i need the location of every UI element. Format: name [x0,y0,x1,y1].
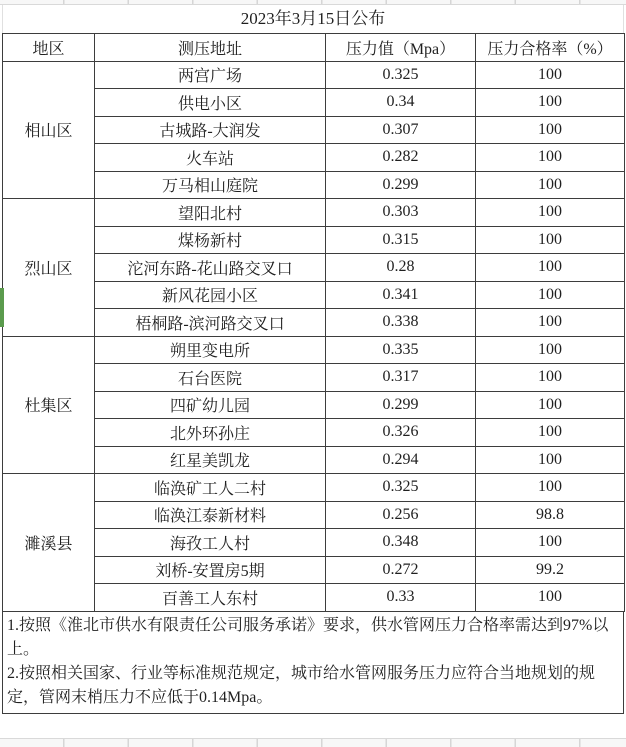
address-cell: 石台医院 [95,364,326,392]
address-cell: 朔里变电所 [95,336,326,364]
pressure-value-cell: 0.307 [326,116,476,144]
table-row [3,254,625,282]
table-row [3,446,625,474]
pass-rate-cell: 100 [476,116,625,144]
table-row [3,89,625,117]
address-cell: 两宫广场 [95,61,326,89]
address-cell: 临涣江泰新材料 [95,501,326,529]
pass-rate-cell: 100 [476,391,625,419]
pressure-value-cell: 0.325 [326,474,476,502]
pass-rate-cell: 100 [476,171,625,199]
pressure-value-cell: 0.335 [326,336,476,364]
pressure-table [2,33,625,612]
pass-rate-cell: 100 [476,529,625,557]
pressure-value-cell: 0.34 [326,89,476,117]
pressure-value-cell: 0.272 [326,556,476,584]
address-cell: 北外环孙庄 [95,419,326,447]
pass-rate-cell: 100 [476,89,625,117]
pass-rate-cell: 100 [476,474,625,502]
address-cell: 万马相山庭院 [95,171,326,199]
pass-rate-cell: 100 [476,336,625,364]
pressure-value-cell: 0.326 [326,419,476,447]
table-row [3,116,625,144]
address-cell: 四矿幼儿园 [95,391,326,419]
pass-rate-cell: 98.8 [476,501,625,529]
column-header-address: 测压地址 [95,34,326,62]
pressure-value-cell: 0.282 [326,144,476,172]
pass-rate-cell: 100 [476,254,625,282]
pressure-value-cell: 0.325 [326,61,476,89]
pass-rate-cell: 99.2 [476,556,625,584]
table-row [3,226,625,254]
pressure-value-cell: 0.256 [326,501,476,529]
table-row [3,529,625,557]
table-row [3,144,625,172]
table-row [3,584,625,612]
table-row [3,171,625,199]
pressure-value-cell: 0.299 [326,171,476,199]
pass-rate-cell: 100 [476,226,625,254]
pressure-value-cell: 0.315 [326,226,476,254]
announcement-sheet [2,5,624,714]
column-header-pressure: 压力值（Mpa） [326,34,476,62]
pass-rate-cell: 100 [476,61,625,89]
pass-rate-cell: 100 [476,199,625,227]
pressure-value-cell: 0.348 [326,529,476,557]
spreadsheet-bottom-gridlines [0,738,626,747]
header-row [3,34,625,62]
address-cell: 煤杨新村 [95,226,326,254]
table-row [3,281,625,309]
address-cell: 百善工人东村 [95,584,326,612]
pressure-value-cell: 0.28 [326,254,476,282]
table-row [3,336,625,364]
footnote-2: 2.按照相关国家、行业等标准规范规定，城市给水管网服务压力应符合当地规划的规定，管网末梢压力不应低于0.14Mpa。 [7,664,596,706]
pressure-value-cell: 0.338 [326,309,476,337]
table-row [3,474,625,502]
table-row [3,419,625,447]
pass-rate-cell: 100 [476,309,625,337]
footnote-1: 1.按照《淮北市供水有限责任公司服务承诺》要求，供水管网压力合格率需达到97%以上。 [7,616,609,658]
address-cell: 新风花园小区 [95,281,326,309]
address-cell: 海孜工人村 [95,529,326,557]
address-cell: 红星美凯龙 [95,446,326,474]
pass-rate-cell: 100 [476,281,625,309]
table-row [3,364,625,392]
region-cell: 相山区 [3,61,95,199]
table-row [3,501,625,529]
pass-rate-cell: 100 [476,446,625,474]
column-header-pass-rate: 压力合格率（%） [476,34,625,62]
address-cell: 梧桐路-滨河路交叉口 [95,309,326,337]
table-row [3,391,625,419]
address-cell: 火车站 [95,144,326,172]
table-body [3,61,625,611]
table-title: 2023年3月15日公布 [2,5,624,33]
column-header-region: 地区 [3,34,95,62]
address-cell: 望阳北村 [95,199,326,227]
region-cell: 濉溪县 [3,474,95,612]
table-row [3,199,625,227]
pressure-value-cell: 0.303 [326,199,476,227]
table-row [3,61,625,89]
region-cell: 烈山区 [3,199,95,337]
pass-rate-cell: 100 [476,419,625,447]
pressure-value-cell: 0.33 [326,584,476,612]
address-cell: 临涣矿工人二村 [95,474,326,502]
left-green-marker [0,288,4,327]
pass-rate-cell: 100 [476,144,625,172]
footnotes [2,612,624,714]
pressure-value-cell: 0.294 [326,446,476,474]
address-cell: 沱河东路-花山路交叉口 [95,254,326,282]
address-cell: 古城路-大润发 [95,116,326,144]
region-cell: 杜集区 [3,336,95,474]
pressure-value-cell: 0.341 [326,281,476,309]
table-row [3,556,625,584]
pressure-value-cell: 0.317 [326,364,476,392]
pass-rate-cell: 100 [476,584,625,612]
address-cell: 供电小区 [95,89,326,117]
pressure-value-cell: 0.299 [326,391,476,419]
pass-rate-cell: 100 [476,364,625,392]
table-row [3,309,625,337]
address-cell: 刘桥-安置房5期 [95,556,326,584]
